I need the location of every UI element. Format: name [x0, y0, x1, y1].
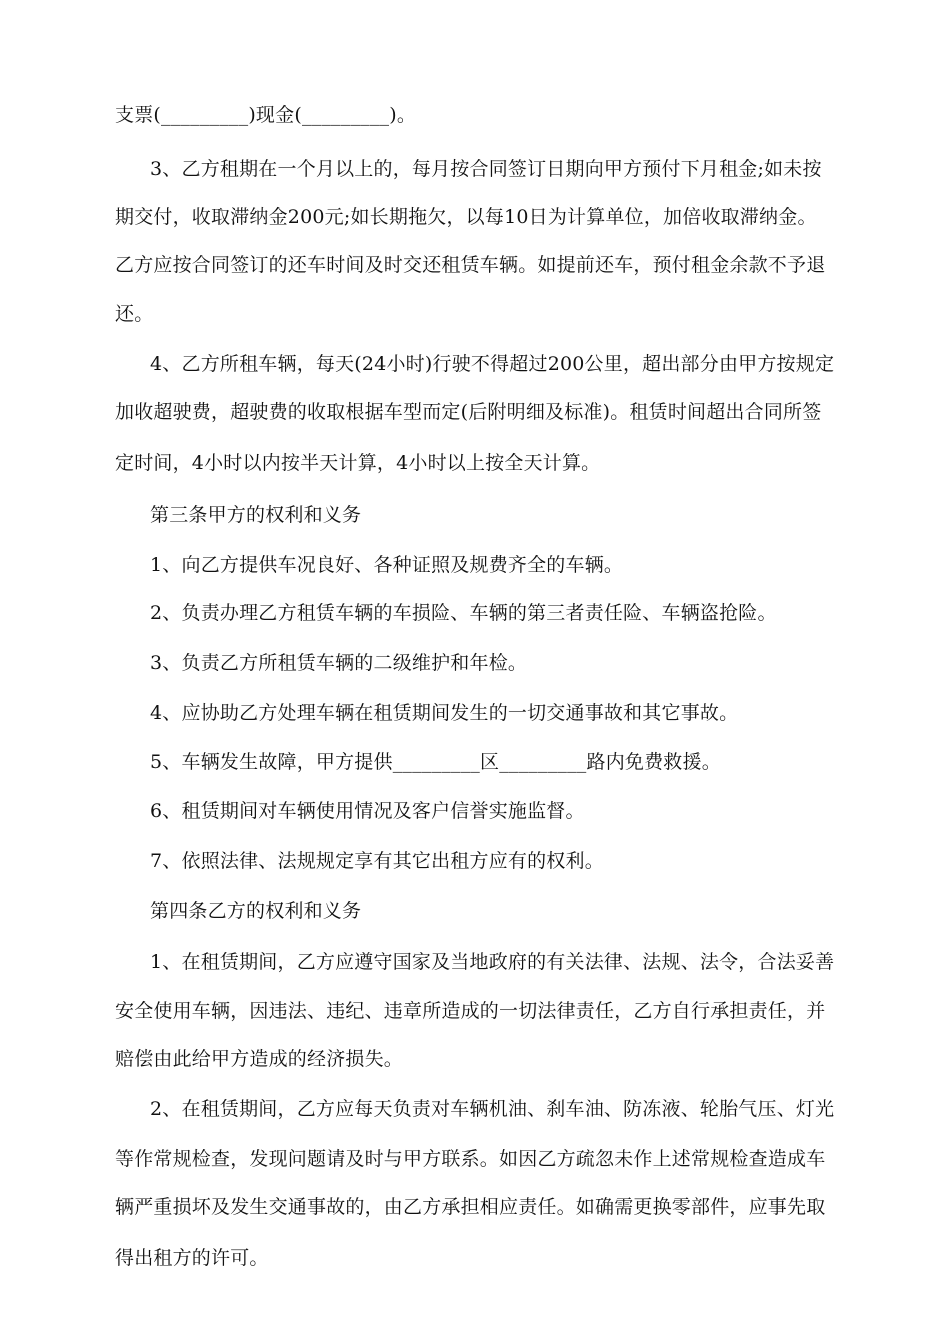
- text-line: 安全使用车辆，因违法、违纪、违章所造成的一切法律责任，乙方自行承担责任，并: [115, 1000, 826, 1022]
- text-line: 赔偿由此给甲方造成的经济损失。: [115, 1048, 404, 1070]
- list-item: 3、负责乙方所租赁车辆的二级维护和年检。: [150, 652, 528, 674]
- text-line: 乙方应按合同签订的还车时间及时交还租赁车辆。如提前还车，预付租金余款不予退: [115, 254, 826, 276]
- paragraph-line: 1、在租赁期间，乙方应遵守国家及当地政府的有关法律、法规、法令，合法妥善: [150, 951, 835, 973]
- text-line: 定时间，4小时以内按半天计算，4小时以上按全天计算。: [115, 452, 601, 474]
- section-heading: 第三条甲方的权利和义务: [150, 504, 362, 526]
- list-item: 6、租赁期间对车辆使用情况及客户信誉实施监督。: [150, 800, 585, 822]
- text-line: 辆严重损坏及发生交通事故的，由乙方承担相应责任。如确需更换零部件，应事先取: [115, 1196, 826, 1218]
- list-item: 4、应协助乙方处理车辆在租赁期间发生的一切交通事故和其它事故。: [150, 702, 739, 724]
- list-item: 7、依照法律、法规规定享有其它出租方应有的权利。: [150, 850, 604, 872]
- text-line: 等作常规检查，发现问题请及时与甲方联系。如因乙方疏忽未作上述常规检查造成车: [115, 1148, 826, 1170]
- text-line: 还。: [115, 303, 154, 325]
- section-heading: 第四条乙方的权利和义务: [150, 900, 362, 922]
- paragraph-line: 2、在租赁期间，乙方应每天负责对车辆机油、刹车油、防冻液、轮胎气压、灯光: [150, 1098, 835, 1120]
- list-item: 2、负责办理乙方租赁车辆的车损险、车辆的第三者责任险、车辆盗抢险。: [150, 602, 777, 624]
- paragraph-line: 4、乙方所租车辆，每天(24小时)行驶不得超过200公里，超出部分由甲方按规定: [150, 353, 835, 375]
- paragraph-line: 3、乙方租期在一个月以上的，每月按合同签订日期向甲方预付下月租金;如未按: [150, 158, 822, 180]
- list-item: 5、车辆发生故障，甲方提供_________区_________路内免费救援。: [150, 751, 721, 773]
- text-line: 期交付，收取滞纳金200元;如长期拖欠，以每10日为计算单位，加倍收取滞纳金。: [115, 206, 817, 228]
- text-line: 加收超驶费，超驶费的收取根据车型而定(后附明细及标准)。租赁时间超出合同所签: [115, 401, 822, 423]
- text-line: 支票(_________)现金(_________)。: [115, 104, 417, 126]
- list-item: 1、向乙方提供车况良好、各种证照及规费齐全的车辆。: [150, 554, 624, 576]
- text-line: 得出租方的许可。: [115, 1247, 269, 1269]
